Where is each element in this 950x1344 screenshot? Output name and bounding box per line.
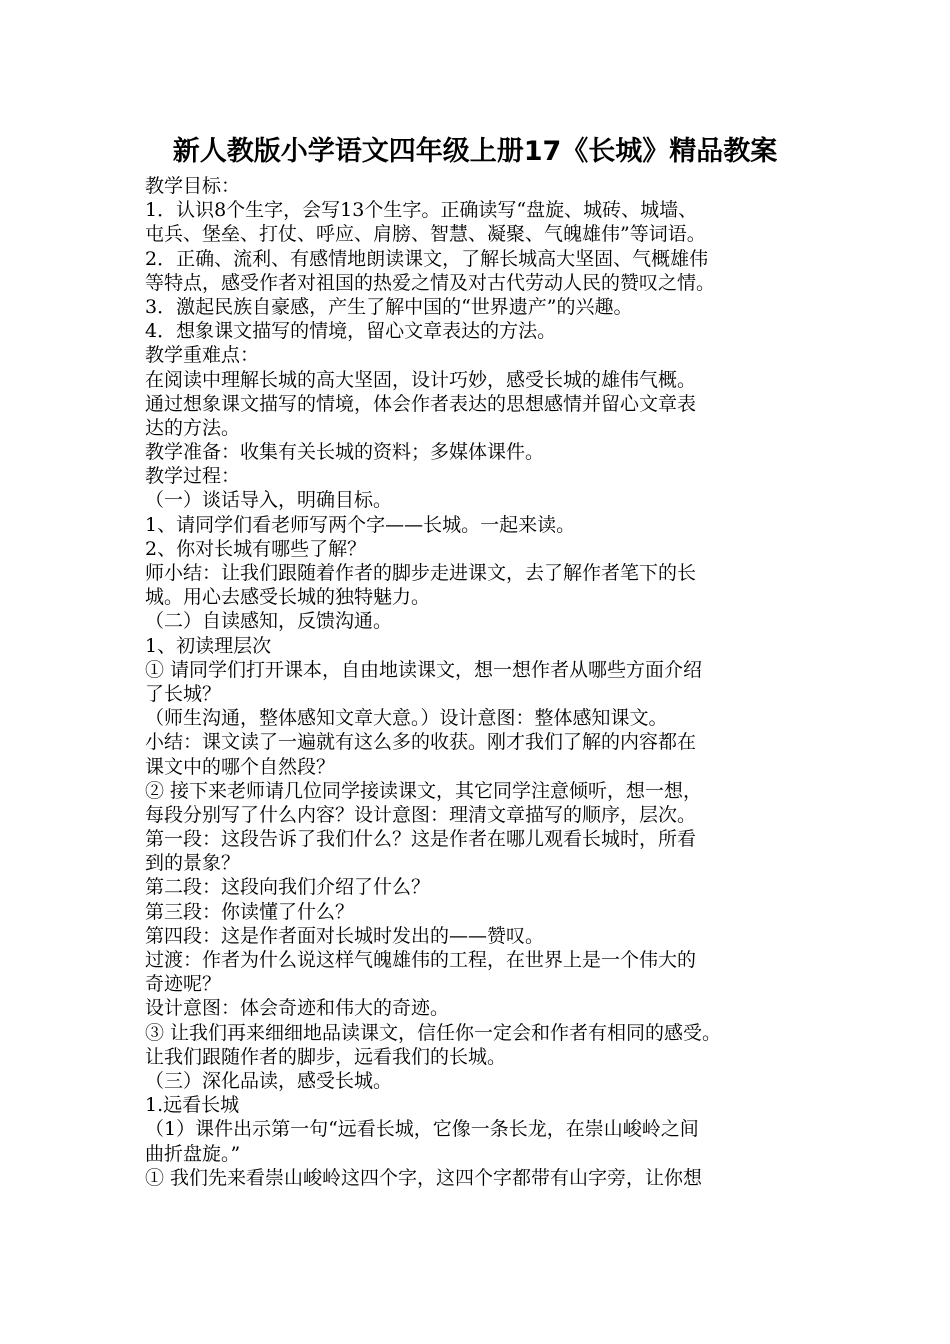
text-line: ② 接下来老师请几位同学接读课文，其它同学注意倾听，想一想， xyxy=(145,779,703,802)
text-line: 屯兵、堡垒、打仗、呼应、肩膀、智慧、凝聚、气魄雄伟”等词语。 xyxy=(145,223,706,246)
text-line: 2、你对长城有哪些了解？ xyxy=(145,537,367,560)
text-line: 第四段：这是作者面对长城时发出的——赞叹。 xyxy=(145,924,545,947)
text-line: 教学重难点： xyxy=(145,344,260,367)
text-line: 1．认识8个生字，会写13个生字。正确读写“盘旋、城砖、城墙、 xyxy=(145,199,698,222)
text-line: 课文中的哪个自然段？ xyxy=(145,755,336,778)
text-line: 过渡：作者为什么说这样气魄雄伟的工程，在世界上是一个伟大的 xyxy=(145,949,697,971)
text-line: 每段分别写了什么内容？设计意图：理清文章描写的顺序，层次。 xyxy=(145,803,697,826)
text-line: 教学目标： xyxy=(145,175,241,197)
text-line: 教学过程： xyxy=(145,465,241,488)
text-line: ① 我们先来看崇山峻岭这四个字，这四个字都带有山字旁，让你想 xyxy=(145,1166,703,1189)
text-line: 第一段：这段告诉了我们什么？这是作者在哪儿观看长城时，所看 xyxy=(145,828,697,851)
text-line: 让我们跟随作者的脚步，远看我们的长城。 xyxy=(145,1045,507,1068)
text-line: ① 请同学们打开课本，自由地读课文，想一想作者从哪些方面介绍 xyxy=(145,658,703,681)
text-line: 曲折盘旋。” xyxy=(145,1142,241,1165)
text-line: 1、初读理层次 xyxy=(145,634,272,657)
text-line: （师生沟通，整体感知文章大意。）设计意图：整体感知课文。 xyxy=(145,707,668,730)
text-line: 设计意图：体会奇迹和伟大的奇迹。 xyxy=(145,997,450,1020)
text-line: 1.远看长城 xyxy=(145,1094,240,1117)
text-line: 了长城？ xyxy=(145,682,222,705)
text-line: 在阅读中理解长城的高大坚固，设计巧妙，感受长城的雄伟气概。 xyxy=(145,368,697,391)
text-line: 第二段：这段向我们介绍了什么？ xyxy=(145,876,431,899)
document-body xyxy=(145,174,840,1190)
text-line: （1）课件出示第一句“远看长城，它像一条长龙，在崇山峻岭之间 xyxy=(145,1118,699,1141)
text-line: 通过想象课文描写的情境，体会作者表达的思想感情并留心文章表 xyxy=(145,392,697,415)
text-line: 等特点，感受作者对祖国的热爱之情及对古代劳动人民的赞叹之情。 xyxy=(145,271,716,294)
document-title: 新人教版小学语文四年级上册17《长城》精品教案 xyxy=(172,136,778,167)
text-line: 第三段：你读懂了什么？ xyxy=(145,900,355,923)
text-line: 教学准备：收集有关长城的资料；多媒体课件。 xyxy=(145,441,545,464)
text-line: ③ 让我们再来细细地品读课文，信任你一定会和作者有相同的感受。 xyxy=(145,1021,722,1044)
text-line: 奇迹呢？ xyxy=(145,973,222,996)
text-line: 2．正确、流利、有感情地朗读课文，了解长城高大坚固、气概雄伟 xyxy=(145,247,709,270)
text-line: （二）自读感知，反馈沟通。 xyxy=(145,610,393,633)
text-line: 1、请同学们看老师写两个字——长城。一起来读。 xyxy=(145,513,576,536)
text-line: 师小结：让我们跟随着作者的脚步走进课文，去了解作者笔下的长 xyxy=(145,562,697,584)
text-line: 城。用心去感受长城的独特魅力。 xyxy=(145,586,431,609)
text-line: 到的景象？ xyxy=(145,852,241,875)
text-line: 小结：课文读了一遍就有这么多的收获。刚才我们了解的内容都在 xyxy=(145,731,697,754)
text-line: （一）谈话导入，明确目标。 xyxy=(145,489,393,512)
text-line: （三）深化品读，感受长城。 xyxy=(145,1069,393,1092)
text-line: 达的方法。 xyxy=(145,416,241,439)
text-line: 4．想象课文描写的情境，留心文章表达的方法。 xyxy=(145,320,557,343)
text-line: 3．激起民族自豪感，产生了解中国的“世界遗产”的兴趣。 xyxy=(145,295,633,318)
